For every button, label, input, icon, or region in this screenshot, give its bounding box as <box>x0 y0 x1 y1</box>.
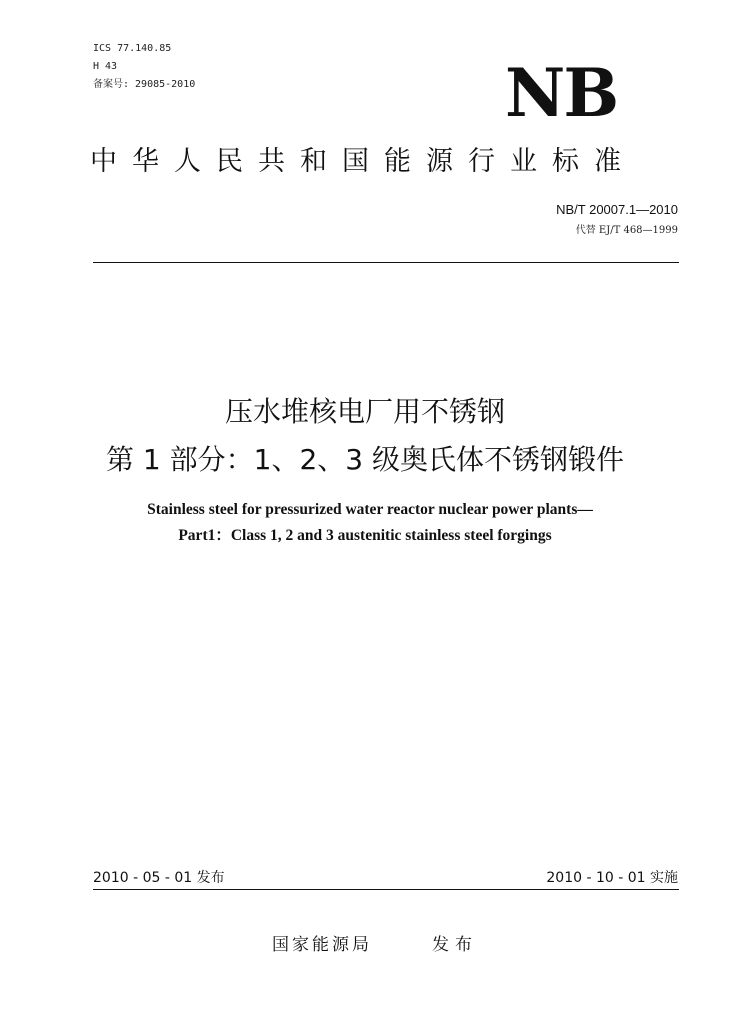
title-chinese-line-2: 第 1 部分：1、2、3 级奥氏体不锈钢锻件 <box>106 443 624 476</box>
publish-label: 发布 <box>432 935 478 955</box>
implementation-date: 2010 - 10 - 01 实施 <box>546 870 678 886</box>
filing-number: 备案号: 29085-2010 <box>93 79 196 90</box>
title-english-line-1: Stainless steel for pressurized water reactor nuclear power plants— <box>147 501 593 518</box>
replaces-standard: 代替 EJ/T 468—1999 <box>575 225 678 236</box>
title-chinese-line-1: 压水堆核电厂用不锈钢 <box>224 395 505 428</box>
standard-number: NB/T 20007.1—2010 <box>556 202 678 217</box>
title-english-line-2: Part1：Class 1, 2 and 3 austenitic stainless steel forgings <box>178 527 552 544</box>
nb-logo: NB <box>505 54 618 132</box>
ics-code: ICS 77.140.85 <box>93 43 172 54</box>
issue-date: 2010 - 05 - 01 发布 <box>93 870 225 886</box>
header-divider <box>93 262 679 263</box>
standard-category: 中华人民共和国能源行业标准 <box>90 146 636 177</box>
issuing-authority: 国家能源局 <box>272 935 372 955</box>
footer-divider <box>93 889 679 890</box>
classification-code: H 43 <box>93 61 118 72</box>
